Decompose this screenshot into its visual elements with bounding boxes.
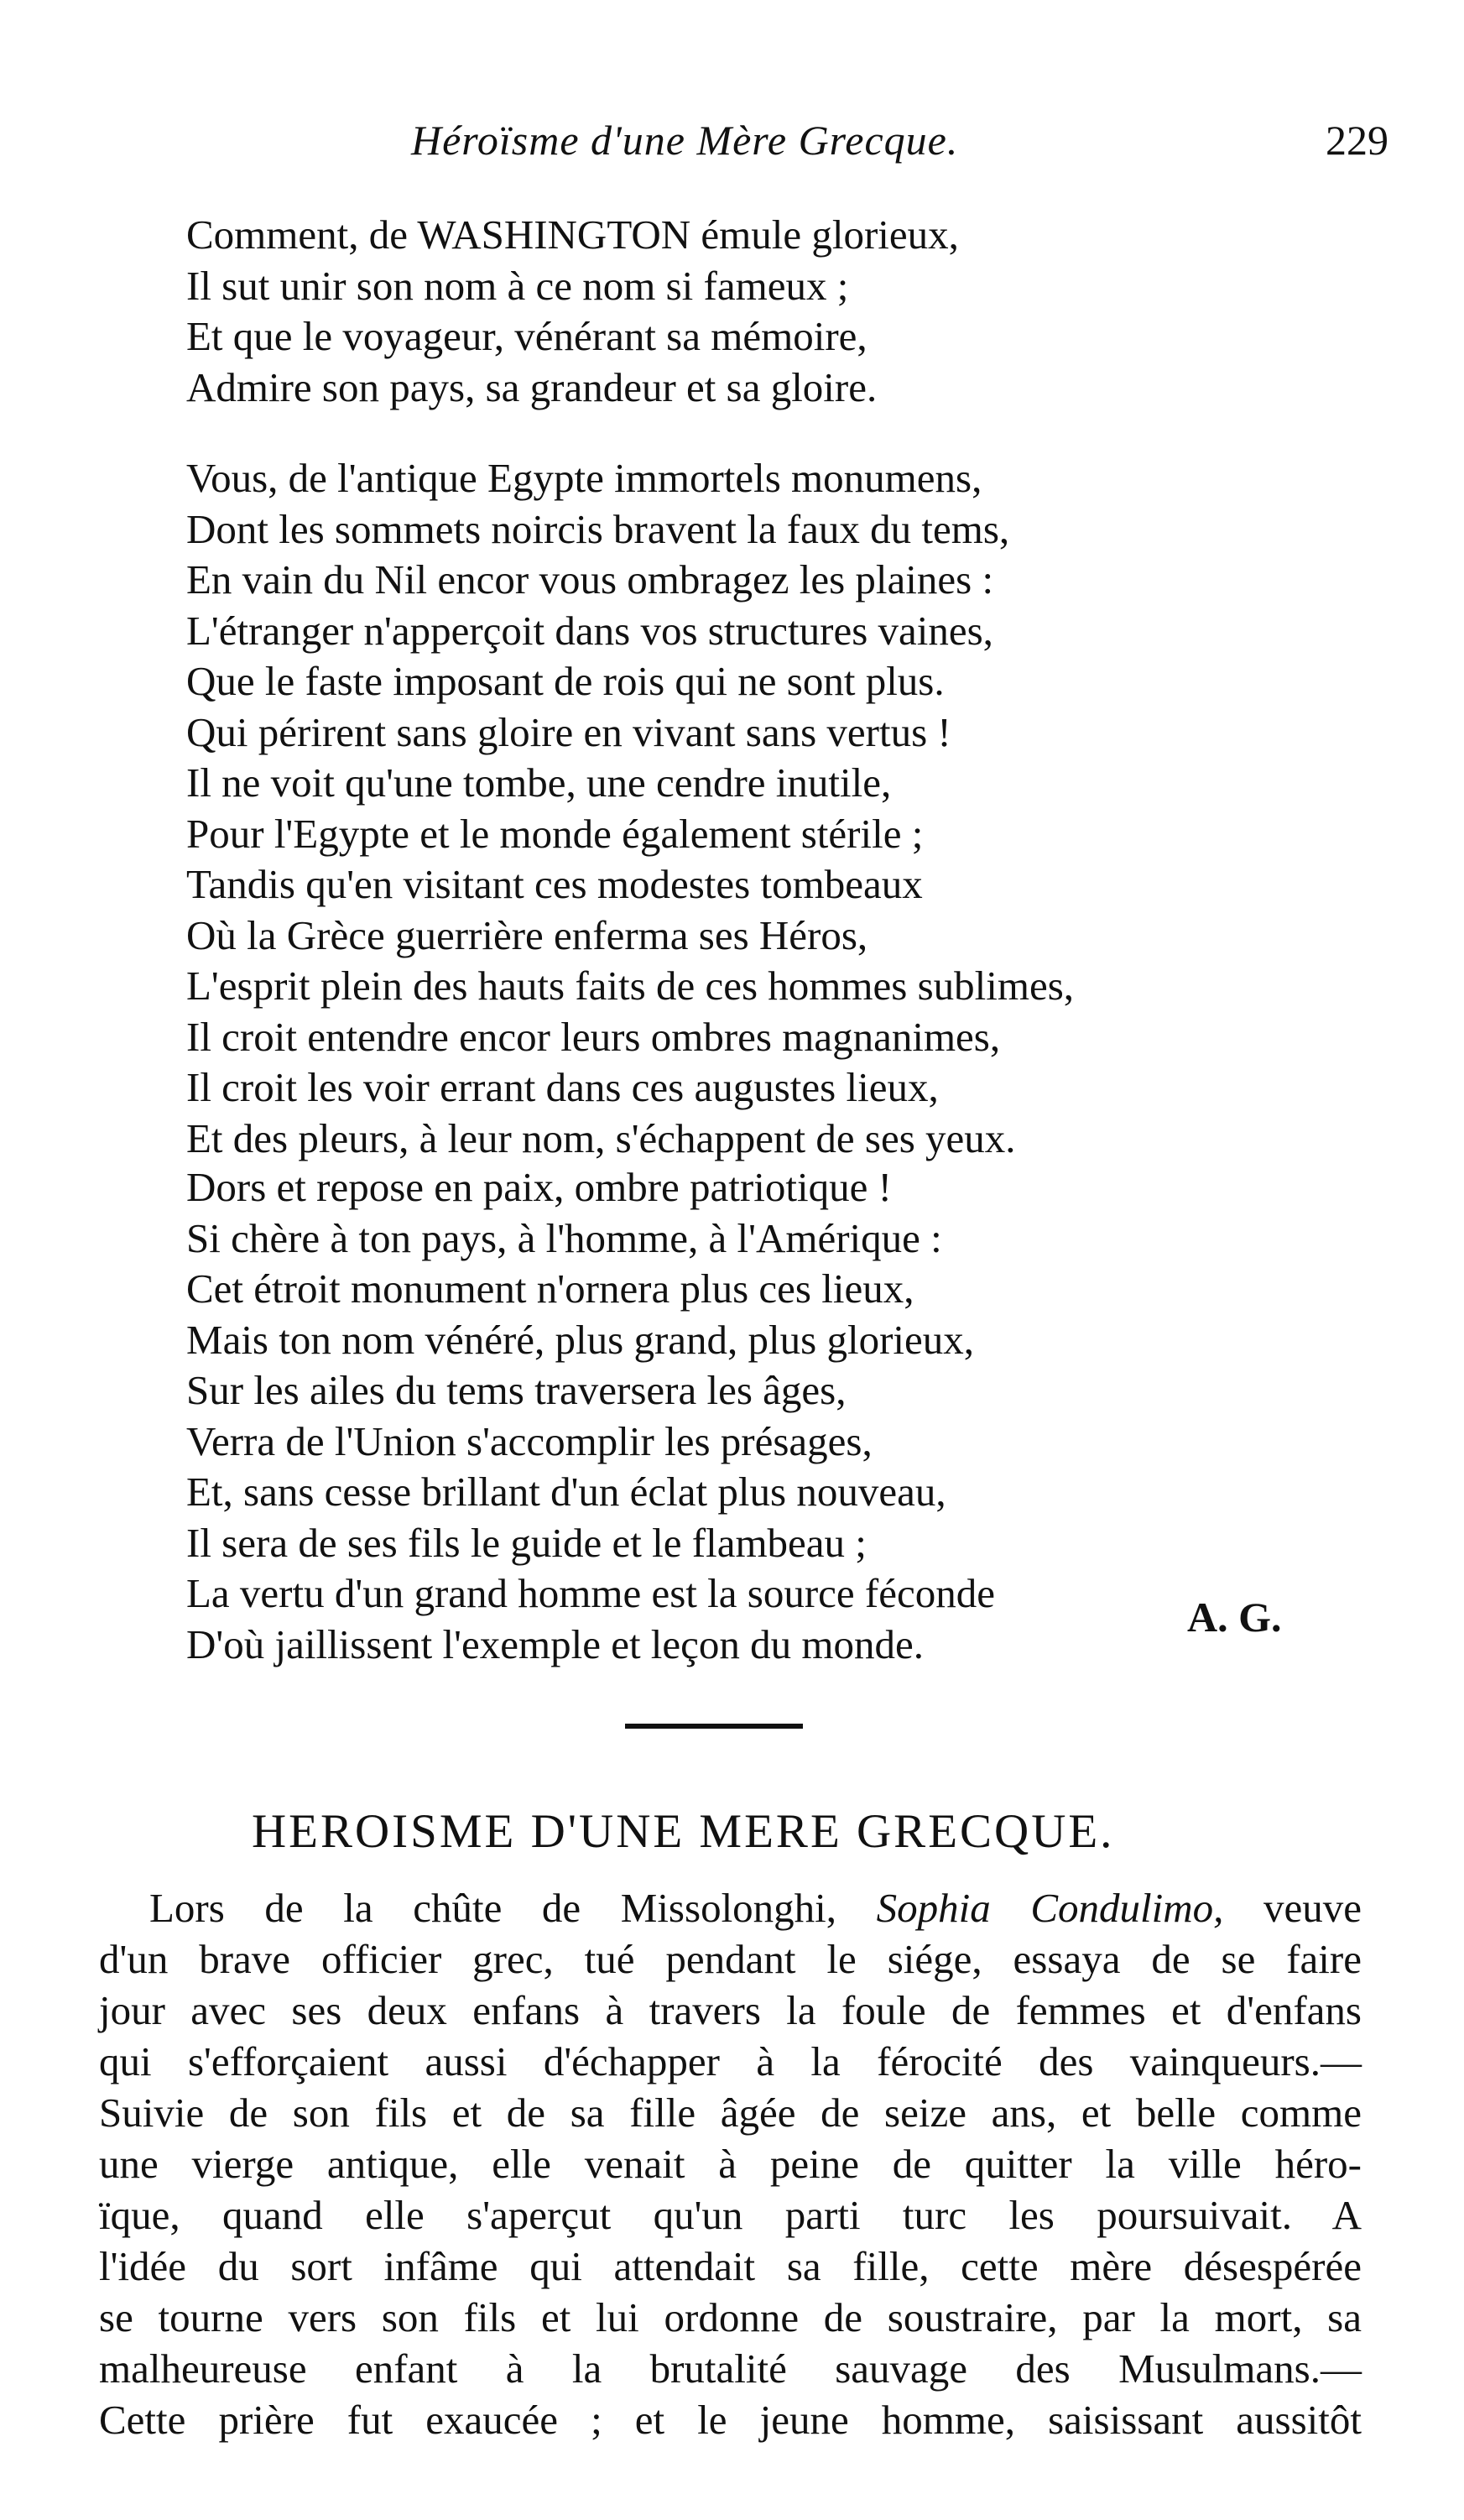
poem-line: Sur les ailes du tems traversera les âges, — [186, 1367, 847, 1413]
running-title: Héroïsme d'une Mère Grecque. — [411, 117, 959, 164]
article-line: ïque, quand elle s'aperçut qu'un parti turc les poursuivait. A — [99, 2192, 1362, 2238]
poem-line: Comment, de WASHINGTON émule glorieux, — [186, 211, 959, 258]
article-line: jour avec ses deux enfans à travers la foule de femmes et d'enfans — [99, 1987, 1362, 2033]
poem-line: Il sut unir son nom à ce nom si fameux ; — [186, 262, 849, 309]
article-line: une vierge antique, elle venait à peine de quitter la ville héro- — [99, 2141, 1362, 2187]
poem-line: Qui périrent sans gloire en vivant sans vertus ! — [186, 708, 951, 755]
poem-line: Verra de l'Union s'accomplir les présages, — [186, 1417, 873, 1464]
article-line: Suivie de son fils et de sa fille âgée de seize ans, et belle comme — [99, 2090, 1362, 2136]
article-line: d'un brave officier grec, tué pendant le siége, essaya de se faire — [99, 1936, 1362, 1982]
poem-stanza-3 — [186, 1162, 1277, 1670]
poem-line: L'étranger n'apperçoit dans vos structures vaines, — [186, 607, 993, 654]
poem-stanza-1 — [186, 210, 1277, 413]
poem-line: Admire son pays, sa grandeur et sa gloire. — [186, 363, 878, 410]
poem-line: Mais ton nom vénéré, plus grand, plus glorieux, — [186, 1316, 975, 1363]
poem-line: Et, sans cesse brillant d'un éclat plus nouveau, — [186, 1469, 946, 1515]
poem-signature: A. G. — [1187, 1594, 1282, 1641]
article-line: Cette prière fut exaucée ; et le jeune homme, saisissant aussitôt — [99, 2397, 1362, 2443]
article-line — [99, 1882, 1362, 1933]
poem-line: La vertu d'un grand homme est la source féconde — [186, 1570, 995, 1616]
poem-line: Tandis qu'en visitant ces modestes tombeaux — [186, 861, 923, 907]
poem-line: L'esprit plein des hauts faits de ces hommes sublimes, — [186, 963, 1075, 1009]
poem-line: Dors et repose en paix, ombre patriotique ! — [186, 1164, 892, 1210]
poem-line: Vous, de l'antique Egypte immortels monumens, — [186, 455, 982, 501]
poem-line: Il ne voit qu'une tombe, une cendre inutile, — [186, 759, 892, 806]
poem-line: En vain du Nil encor vous ombragez les plaines : — [186, 556, 994, 603]
poem-line: Si chère à ton pays, à l'homme, à l'Amérique : — [186, 1214, 942, 1261]
section-divider — [625, 1724, 803, 1729]
article-title: HEROISME D'UNE MERE GRECQUE. — [252, 1805, 1115, 1858]
article-line: se tourne vers son fils et lui ordonne de soustraire, par la mort, sa — [99, 2294, 1362, 2340]
poem-line: Pour l'Egypte et le monde également stérile ; — [186, 810, 924, 857]
article-line: l'idée du sort infâme qui attendait sa fille, cette mère désespérée — [99, 2243, 1362, 2289]
article-body — [99, 1882, 1362, 2445]
poem-line: Où la Grèce guerrière enferma ses Héros, — [186, 911, 868, 958]
poem-line: Et des pleurs, à leur nom, s'échappent de ses yeux. — [186, 1114, 1016, 1161]
poem-line: Dont les sommets noircis bravent la faux du tems, — [186, 505, 1010, 552]
poem-line: Il croit les voir errant dans ces augustes lieux, — [186, 1064, 939, 1110]
running-head — [411, 116, 1460, 175]
poem-line: D'où jaillissent l'exemple et leçon du monde. — [186, 1620, 925, 1667]
article-line: qui s'efforçaient aussi d'échapper à la férocité des vainqueurs.— — [99, 2038, 1362, 2084]
page-number: 229 — [1326, 117, 1388, 164]
person-name: Sophia Condulimo, — [876, 1885, 1224, 1931]
poem-line: Et que le voyageur, vénérant sa mémoire, — [186, 313, 867, 359]
poem-stanza-2 — [186, 453, 1277, 1164]
article-line-text: veuve — [1263, 1885, 1362, 1931]
article-line: malheureuse enfant à la brutalité sauvage des Musulmans.— — [99, 2345, 1362, 2392]
article-line-text: Lors de la chûte de Missolonghi, — [149, 1885, 837, 1931]
poem-line: Que le faste imposant de rois qui ne sont plus. — [186, 658, 945, 704]
poem-line: Il sera de ses fils le guide et le flambeau ; — [186, 1519, 867, 1566]
poem-line: Cet étroit monument n'ornera plus ces lieux, — [186, 1265, 914, 1312]
poem-line: Il croit entendre encor leurs ombres magnanimes, — [186, 1013, 1001, 1060]
